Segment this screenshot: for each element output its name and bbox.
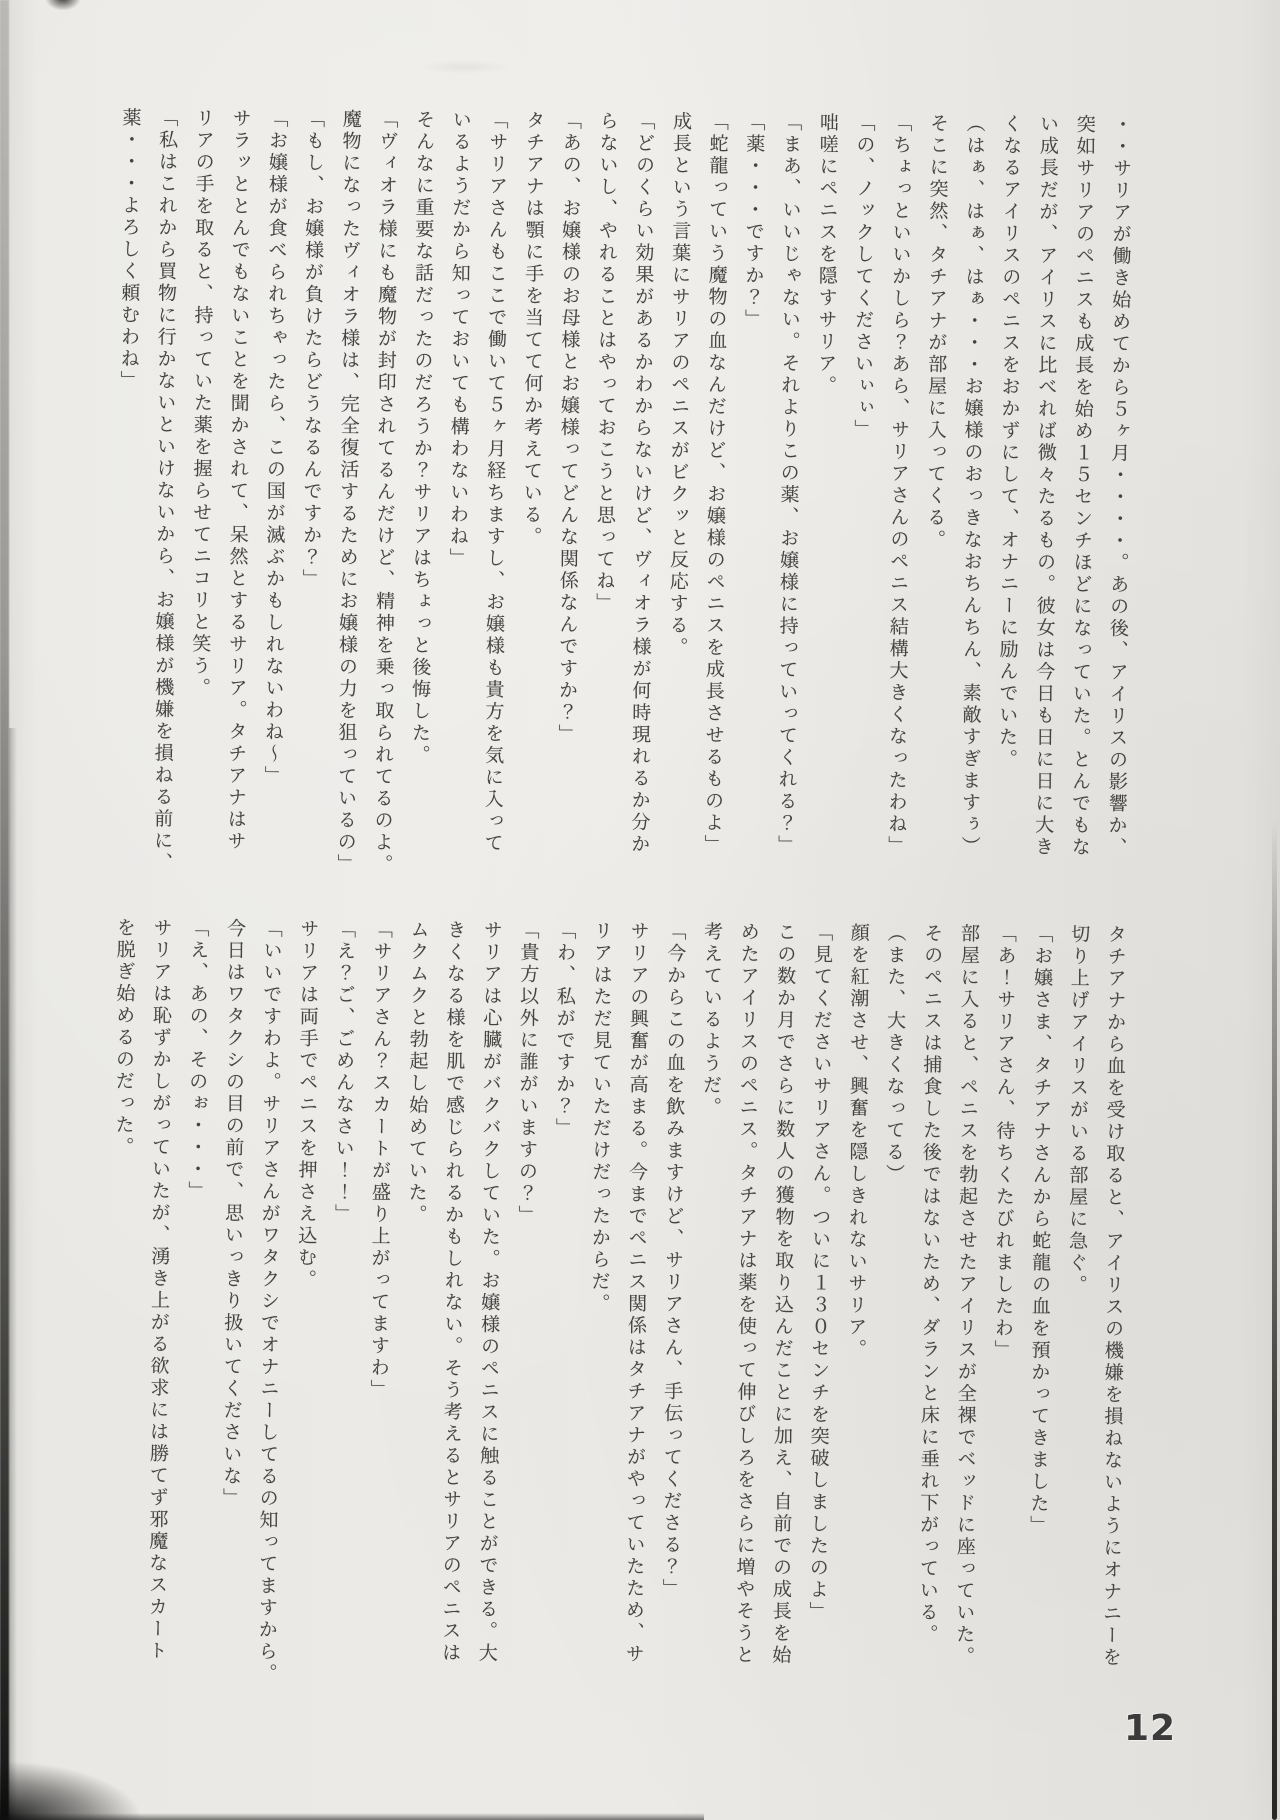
text-line: 薬・・・よろしく頼むわね」 (117, 107, 142, 393)
text-line: きくなる様を肌で感じられるかもしれない。そう考えるとサリアのペニスは (439, 919, 467, 1665)
text-line: 「あの、お嬢様のお母様とお嬢様ってどんな関係なんですか？」 (555, 110, 583, 746)
page-number: 12 (1124, 1708, 1177, 1749)
text-line: 「薬・・・ですか？」 (742, 111, 766, 331)
text-line: 「お嬢様が食べられちゃったら、この国が滅ぶかもしれないわね〜」 (261, 108, 289, 788)
text-line: サリアは恥ずかしがっていたが、湧き上がる欲求には勝てず邪魔なスカート (145, 917, 173, 1663)
text-line: 「わ、私がですか？」 (552, 920, 577, 1140)
text-line: この数か月でさらに数人の獲物を取り込んだことに加え、自前での成長を始 (769, 921, 797, 1667)
text-line: 「え、あの、そのぉ・・・」 (185, 917, 210, 1203)
scan-artifact-smudge (420, 60, 510, 74)
text-line: 顔を紅潮させ、興奮を隠しきれないサリア。 (844, 922, 870, 1361)
text-line: サリアは心臓がバクバクしていた。お嬢様のペニスに触ることができる。大 (475, 919, 503, 1665)
text-line: 突如サリアのペニスも成長を始め１５センチほどになっていた。とんでもな (1068, 114, 1096, 859)
text-line: 成長という言葉にサリアのペニスがビクッと反応する。 (666, 111, 693, 659)
text-line: サリアは両手でペニスを押さえ込む。 (294, 918, 320, 1292)
text-line: 「もし、お嬢様が負けたらどうなるんですか？」 (299, 108, 326, 591)
scan-artifact-left-edge (0, 0, 9, 1820)
text-line: リアの手を取ると、持っていた薬を握らせてニコリと笑う。 (188, 107, 216, 700)
text-line: リアはただ見ていただけだったからだ。 (588, 920, 614, 1316)
scan-artifact-bottom-left-corner (0, 1762, 140, 1820)
text-line: 「まあ、いいじゃない。それよりこの薬、お嬢様に持っていってくれる？」 (775, 111, 803, 857)
text-line: 部屋に入ると、ペニスを勃起させたアイリスが全裸でベッドに座っていた。 (952, 923, 981, 1668)
scan-artifact-top-left-mark (46, 0, 80, 10)
text-line: めたアイリスのペニス。タチアナは薬を使って伸びしろをさらに増やそうと (732, 921, 760, 1667)
text-line: ・・サリアが働き始めてから５ヶ月・・・・。あの後、アイリスの影響か、 (1105, 114, 1133, 860)
text-line: 「サリアさん？スカートが盛り上がってますわ」 (367, 919, 393, 1402)
scan-artifact-bottom-edge (0, 1813, 704, 1820)
text-line: 「今からこの血を飲みますけど、サリアさん、手伝ってくださる？」 (659, 921, 687, 1601)
scan-artifact-right-edge (1272, 820, 1277, 1820)
text-line: 「私はこれから買物に行かないといけないから、お嬢様が機嫌を損ねる前に、 (150, 107, 179, 875)
text-line: を脱ぎ始めるのだった。 (112, 917, 136, 1159)
text-line: 「あ！サリアさん、待ちくたびれましたわ」 (991, 923, 1017, 1362)
text-line: くなるアイリスのペニスをおかずにして、オナニーに励んでいた。 (995, 113, 1023, 771)
scan-artifact-left-edge-fade (9, 728, 17, 1820)
text-line: そんなに重要な話だったのだろうか？サリアはちょっと後悔した。 (408, 109, 436, 767)
text-line: いるようだから知っておいても構わないわね」 (446, 109, 472, 570)
text-line: サリアの興奮が高まる。今までペニス関係はタチアナがやっていたため、サ (622, 920, 650, 1666)
text-block-bottom (98, 917, 1134, 1724)
text-line: 「貴方以外に誰がいますの？」 (515, 920, 540, 1227)
text-line: 「の、ノックしてくださいぃぃ」 (851, 112, 876, 442)
text-line: 「いいですわよ。サリアさんがワタクシでオナニーしてるの知ってますから。 (255, 918, 283, 1685)
text-line: そのペニスは捕食した後ではないため、ダランと床に垂れ下がっている。 (916, 922, 944, 1646)
text-line: 「サリアさんもここで働いて５ヶ月経ちますし、お嬢様も貴方を気に入って (481, 109, 509, 855)
text-line: ムクムクと勃起し始めていた。 (405, 919, 430, 1227)
text-line: サラッととんでもないことを聞かされて、呆然とするサリア。タチアナはサ (224, 108, 252, 853)
text-line: タチアナから血を受け取ると、アイリスの機嫌を損ねないようにオナニーを (1099, 924, 1127, 1669)
text-line: い成長だが、アイリスに比べれば微々たるもの。彼女は今日も日に日に大き (1031, 113, 1060, 859)
text-line: 「ちょっといいかしら？あら、サリアさんのペニス結構大きくなったわね」 (885, 112, 913, 858)
text-line: （はぁ、はぁ、はぁ・・・お嬢様のおっきなおちんちん、素敵すぎますぅ） (958, 113, 986, 858)
text-line: タチアナは顎に手を当てて何か考えている。 (520, 110, 546, 549)
text-line: 魔物になったヴィオラ様は、完全復活するためにお嬢様の力を狙っているの」 (334, 108, 362, 876)
text-line: 「どのくらい効果があるかわからないけど、ヴィオラ様が何時現れるか分か (628, 110, 656, 856)
text-line: 切り上げアイリスがいる部屋に急ぐ。 (1065, 923, 1091, 1297)
text-line: 「蛇龍っていう魔物の血なんだけど、お嬢様のペニスを成長させるものよ」 (701, 111, 729, 857)
text-block-top (104, 107, 1140, 914)
text-line: 「ヴィオラ様にも魔物が封印されてるんだけど、精神を乗っ取られてるのよ。 (371, 109, 399, 876)
text-line: 考えているようだ。 (699, 921, 724, 1119)
text-line: 咄嗟にペニスを隠すサリア。 (814, 112, 839, 398)
text-line: 「お嬢さま、タチアナさんから蛇龍の血を預かってきました」 (1027, 923, 1054, 1538)
text-line: （また、大きくなってる） (882, 922, 907, 1186)
text-line: 「見てくださいサリアさん。ついに１３０センチを突破しましたのよ」 (806, 922, 834, 1624)
text-line: 「え？ご、ごめんなさい！！」 (332, 918, 357, 1226)
text-line: 今日はワタクシの目の前で、思いっきり扱いてくださいな」 (219, 918, 247, 1510)
text-line: らないし、やれることはやっておこうと思ってね」 (593, 110, 619, 615)
text-line: そこに突然、タチアナが部屋に入ってくる。 (923, 112, 950, 552)
